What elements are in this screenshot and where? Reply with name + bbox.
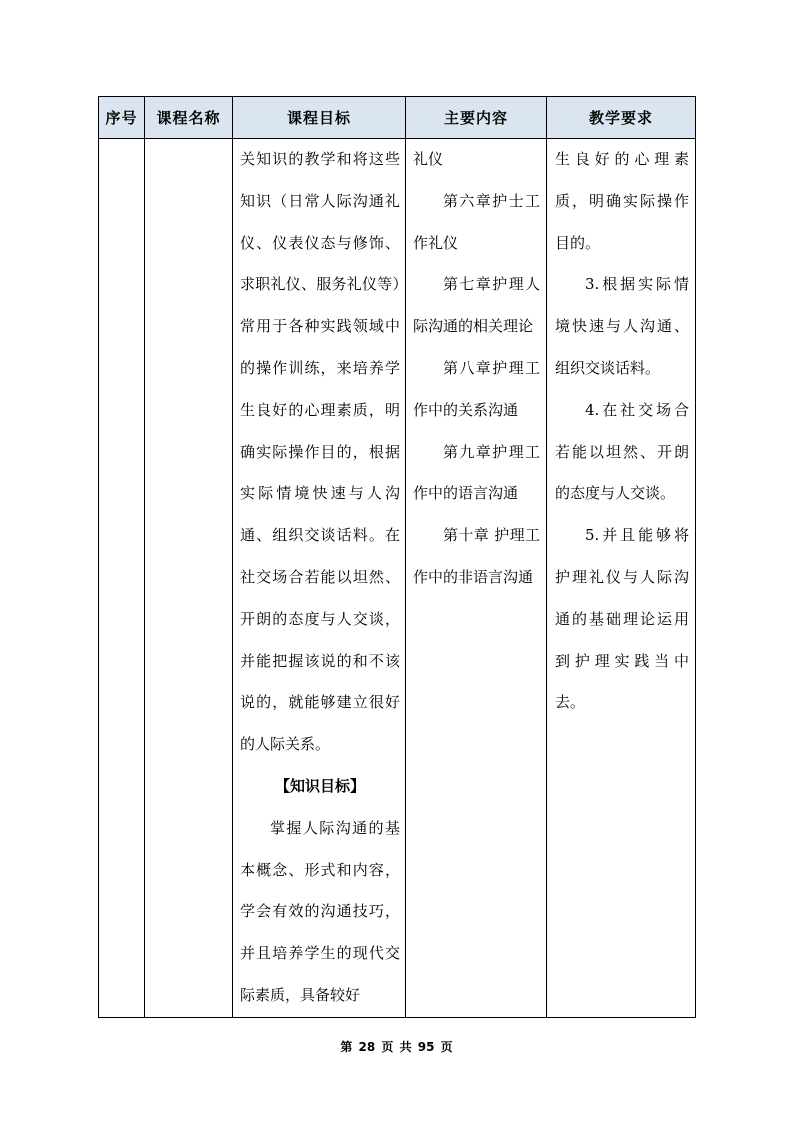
header-course-name: 课程名称 [145, 97, 233, 139]
course-name-cell [145, 139, 233, 1018]
requirement-item-5: 5.并且能够将护理礼仪与人际沟通的基础理论运用到护理实践当中去。 [555, 526, 689, 712]
content-chapter-8: 第八章护理工作中的关系沟通 [413, 358, 540, 419]
header-course-goal: 课程目标 [233, 97, 406, 139]
header-main-content: 主要内容 [406, 97, 547, 139]
table-row [99, 139, 696, 1018]
content-chapter-10: 第十章 护理工作中的非语言沟通 [413, 526, 540, 586]
curriculum-table [98, 96, 696, 1018]
header-teaching-requirements: 教学要求 [547, 97, 696, 139]
content-paragraph: 礼仪 [413, 150, 444, 168]
course-goal-cell [233, 139, 406, 1018]
content-chapter-6: 第六章护士工作礼仪 [413, 191, 540, 252]
teaching-requirements-cell [547, 139, 696, 1018]
goal-paragraph: 掌握人际沟通的基本概念、形式和内容，学会有效的沟通技巧，并且培养学生的现代交际素质，具备较好 [240, 818, 400, 1004]
requirement-item-3: 3.根据实际情境快速与人沟通、组织交谈话料。 [555, 275, 689, 377]
content-chapter-7: 第七章护理人际沟通的相关理论 [413, 275, 540, 336]
page-footer: 第 28 页 共 95 页 [340, 1040, 453, 1054]
goal-paragraph: 关知识的教学和将这些知识（日常人际沟通礼仪、仪表仪态与修饰、求职礼仪、服务礼仪等）常用于各种实践领域中的操作训练，来培养学生良好的心理素质，明确实际操作目的，根据实际情境快速与人沟通、组织交谈话料。在社交场合若能以坦然、开朗的态度与人交谈，并能把握该说的和不该说的，就能够建立很好的人际关系。 [240, 150, 400, 754]
knowledge-goal-heading: 【知识目标】 [274, 776, 365, 795]
serial-cell [99, 139, 145, 1018]
requirement-paragraph: 生良好的心理素质，明确实际操作目的。 [555, 150, 689, 252]
requirement-item-4: 4.在社交场合若能以坦然、开朗的态度与人交谈。 [555, 400, 689, 503]
main-content-cell [406, 139, 547, 1018]
header-serial: 序号 [99, 97, 145, 139]
content-chapter-9: 第九章护理工作中的语言沟通 [413, 442, 540, 503]
table-header-row [99, 97, 696, 139]
